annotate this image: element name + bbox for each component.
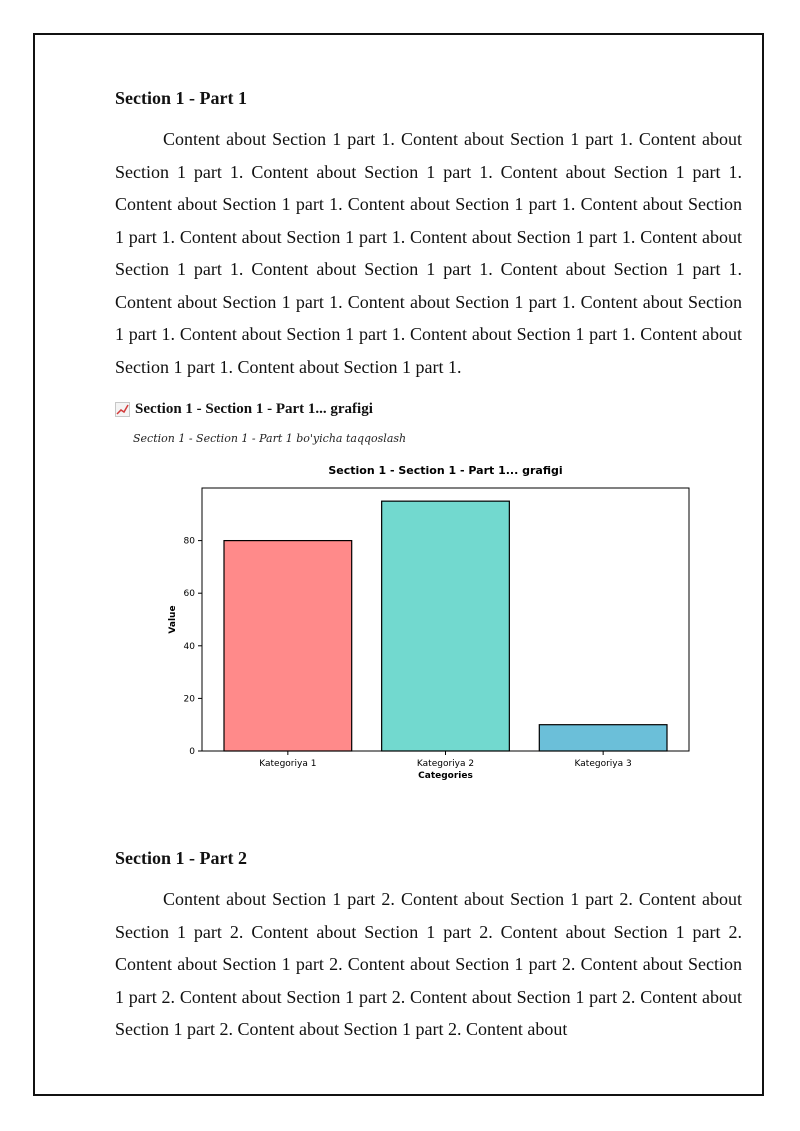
y-axis (184, 537, 202, 757)
x-tick-label: Kategoriya 2 (416, 759, 475, 769)
figure-heading-text: Section 1 - Section 1 - Part 1... grafigi (135, 401, 373, 417)
y-axis-label: Value (168, 605, 178, 634)
bars (224, 501, 667, 751)
chart-line-icon (115, 402, 130, 417)
x-axis (259, 751, 631, 769)
figure-heading (115, 401, 373, 418)
chart-title: Section 1 - Section 1 - Part 1... grafigi (328, 464, 563, 477)
y-tick-label: 0 (189, 747, 195, 757)
section-body-2: Content about Section 1 part 2. Content about Section 1 part 2. Content about Section 1 part 2. Content about Section 1 part 2. Content about Section 1 part 2. Content about Section 1 part 2. Content about Section 1 part 2. Content about Section 1 part 2. Content about Section 1 part 2. Content about Section 1 part 2. Content about Section 1 part 2. Content about Section 1 part 2. Content about (115, 889, 742, 1039)
x-tick-label: Kategoriya 1 (259, 759, 317, 769)
bar-chart (150, 456, 690, 786)
bar-1 (224, 541, 352, 751)
x-tick-label: Kategoriya 3 (574, 759, 632, 769)
y-tick-label: 80 (183, 536, 195, 547)
bar-2 (382, 501, 510, 751)
section-heading-2: Section 1 - Part 2 (115, 848, 247, 868)
x-axis-label: Categories (418, 771, 473, 781)
section-heading-1: Section 1 - Part 1 (115, 88, 247, 108)
y-tick-label: 20 (183, 694, 195, 705)
y-tick-label: 40 (183, 641, 195, 652)
y-tick-label: 60 (183, 589, 195, 600)
bar-3 (539, 725, 667, 751)
figure-subtitle: Section 1 - Section 1 - Part 1 bo'yicha taqqoslash (133, 432, 407, 445)
section-body-1: Content about Section 1 part 1. Content about Section 1 part 1. Content about Section 1 part 1. Content about Section 1 part 1. Content about Section 1 part 1. Content about Section 1 part 1. Content about Section 1 part 1. Content about Section 1 part 1. Content about Section 1 part 1. Content about Section 1 part 1. Content about Section 1 part 1. Content about Section 1 part 1. Content about Section 1 part 1. Content about Section 1 part 1. Content about Section 1 part 1. Content about Section 1 part 1. Content about Section 1 part 1. Content about Section 1 part 1. Content about Section 1 part 1. Content about Section 1 part 1. (115, 129, 742, 377)
